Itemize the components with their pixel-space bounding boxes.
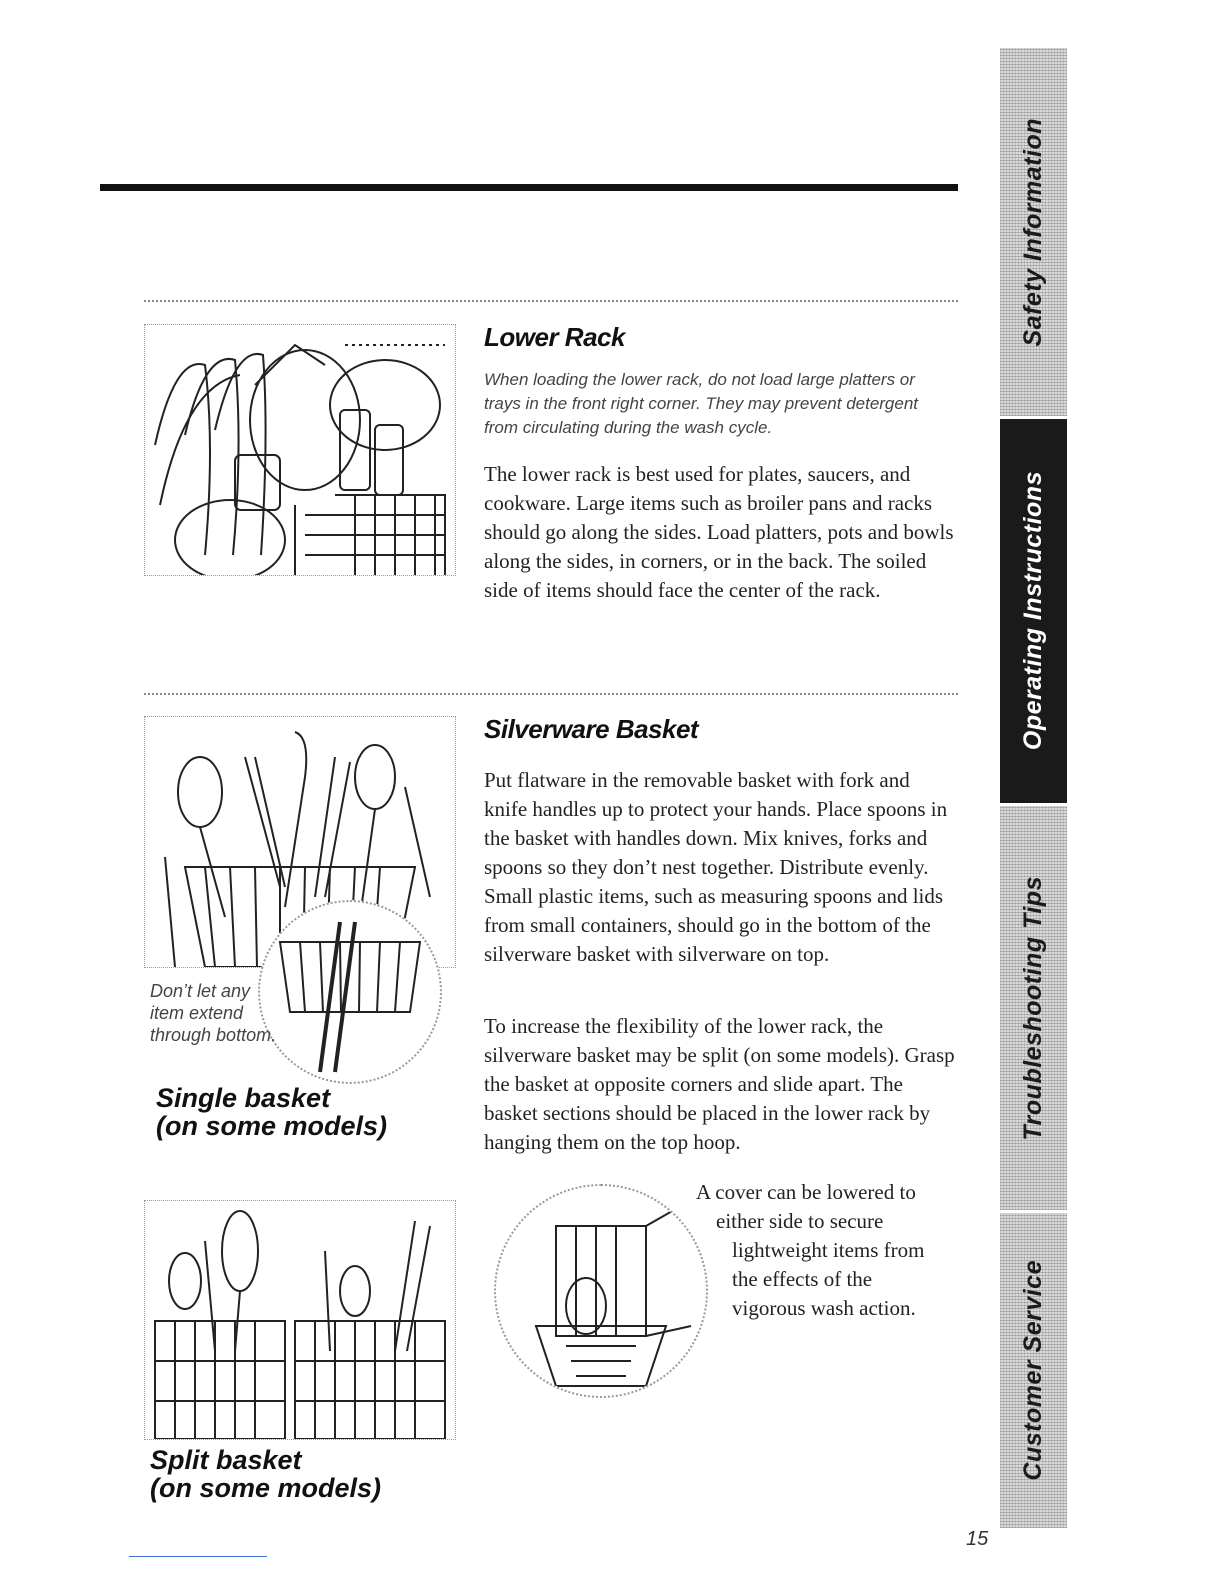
section-divider-lower-rack [144,300,958,302]
silverware-paragraph-1: Put flatware in the removable basket with fork and knife handles up to protect your hands. Place spoons in the basket with handles down. Mix knives, forks and spoons so they don’t nest together. Distribute evenly. Small plastic items, such as measuring spoons and lids from small containers, should go in the bottom of the silverware basket with silverware on top. [484,768,948,966]
section-tabs [1000,48,1067,1528]
tab-operating-instructions[interactable] [1000,419,1067,803]
basket-bottom-callout: Don’t let any item extend through bottom. [150,981,277,1045]
single-basket-caption: Single basket (on some models) [156,1083,388,1141]
basket-bottom-magnifier [258,900,442,1084]
basket-cover-illustration [494,1184,708,1398]
lower-rack-warning-note: When loading the lower rack, do not load large platters or trays in the front right corner. They may prevent detergent from circulating during the wash cycle. [484,370,919,437]
cover-note [696,1178,956,1323]
page-number: 15 [966,1528,989,1550]
tab-label: Customer Service [1019,1260,1047,1481]
tab-label: Troubleshooting Tips [1019,875,1047,1141]
lower-rack-heading: Lower Rack [484,322,625,352]
tab-customer-service[interactable] [1000,1213,1067,1528]
tab-label: Safety Information [1019,117,1047,347]
tab-label: Operating Instructions [1019,471,1047,751]
footer-rule [129,1556,267,1557]
lower-rack-body: The lower rack is best used for plates, saucers, and cookware. Large items such as broiler pans and racks should go along the sides. Load platters, pots and bowls along the sides, in corners, or in the back. The soiled side of items should face the center of the rack. [484,462,954,602]
section-divider-silverware [144,693,958,695]
cover-note-line: lightweight items from [732,1238,925,1262]
tab-troubleshooting-tips[interactable] [1000,806,1067,1210]
split-basket-caption: Split basket (on some models) [150,1445,382,1503]
cover-note-line: the effects of the [732,1267,873,1291]
cover-note-line: either side to secure [716,1209,884,1233]
cover-note-line: A cover can be lowered to [696,1180,916,1204]
split-basket-illustration [144,1200,456,1440]
top-rule [100,184,958,191]
cover-note-line: vigorous wash action. [732,1296,916,1320]
lower-rack-illustration [144,324,456,576]
silverware-basket-heading: Silverware Basket [484,714,699,744]
silverware-paragraph-2: To increase the flexibility of the lower rack, the silverware basket may be split (on some models). Grasp the basket at opposite corners and slide apart. The basket sections should be placed in the lower rack by hanging them on the top hoop. [484,1014,955,1154]
tab-safety-information[interactable] [1000,48,1067,416]
